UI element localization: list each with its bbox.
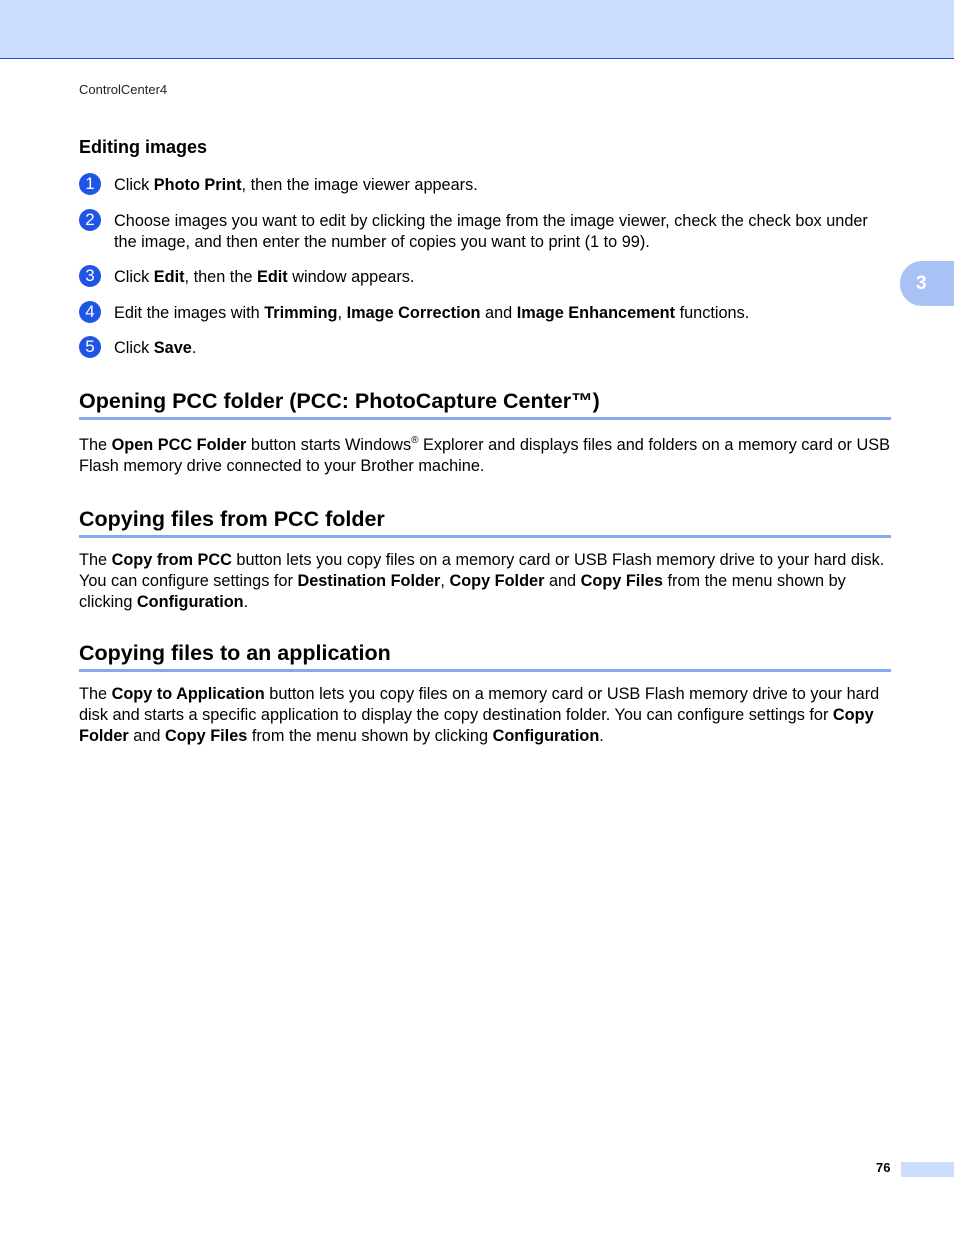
section-title-copying-to-application: Copying files to an application (79, 641, 891, 672)
step-number-4: 4 (79, 301, 101, 323)
step-text-2: Choose images you want to edit by clicking the image from the image viewer, check the check box under the image, and then enter the number of copies you want to print (1 to 99). (114, 212, 868, 251)
step-text-3: Click Edit, then the Edit window appears. (114, 268, 415, 286)
page-number: 76 (876, 1160, 891, 1175)
section-body-copying-to-application: The Copy to Application button lets you copy files on a memory card or USB Flash memory drive to your hard disk and starts a specific application to display the copy destination folder. You can configure settings for Copy Folder and Copy Files from the menu shown by clicking Configuration. (79, 685, 880, 745)
step-3 (79, 267, 891, 288)
step-number-3: 3 (79, 265, 101, 287)
section-body-opening-pcc-folder: The Open PCC Folder button starts Windows® Explorer and displays files and folders on a memory card or USB Flash memory drive connected to your Brother machine. (79, 435, 890, 475)
section-title-opening-pcc-folder: Opening PCC folder (PCC: PhotoCapture Center™) (79, 389, 891, 420)
chapter-tab: 3 (900, 261, 954, 306)
running-head: ControlCenter4 (79, 82, 168, 97)
editing-images-title: Editing images (79, 137, 208, 157)
step-2 (79, 211, 891, 252)
section-title-copying-from-pcc: Copying files from PCC folder (79, 507, 891, 538)
step-text-5: Click Save. (114, 339, 197, 357)
step-text-1: Click Photo Print, then the image viewer appears. (114, 176, 478, 194)
header-band (0, 0, 954, 59)
step-text-4: Edit the images with Trimming, Image Correction and Image Enhancement functions. (114, 304, 750, 322)
section-body-copying-from-pcc: The Copy from PCC button lets you copy files on a memory card or USB Flash memory drive to your hard disk. You can configure settings for Destination Folder, Copy Folder and Copy Files from the menu shown by clicking Configuration. (79, 551, 885, 611)
page-number-bar (901, 1162, 954, 1177)
step-4 (79, 303, 891, 324)
step-number-5: 5 (79, 336, 101, 358)
step-1 (79, 175, 891, 196)
registered-mark: ® (411, 435, 419, 446)
step-number-2: 2 (79, 209, 101, 231)
step-number-1: 1 (79, 173, 101, 195)
step-5 (79, 338, 891, 359)
